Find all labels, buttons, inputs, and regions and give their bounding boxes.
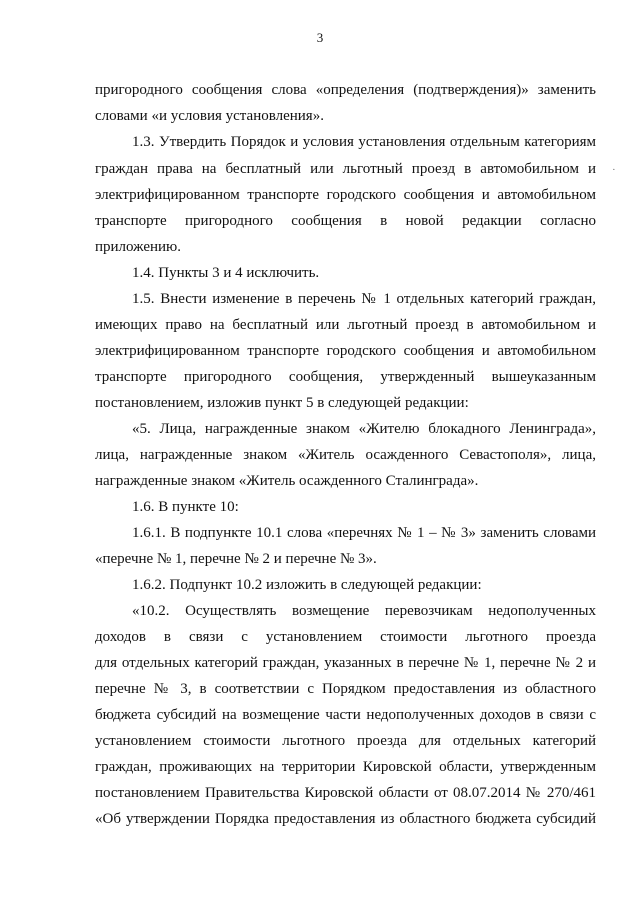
text-line: приложению. [95, 239, 182, 255]
text-line: перечне № 3, в соответствии с Порядком предоставления из областного [95, 681, 596, 697]
text-line: награжденные знаком «Житель осажденного Сталинграда». [95, 473, 479, 489]
text-line: имеющих право на бесплатный или льготный проезд в автомобильном и [95, 317, 596, 333]
scan-speck: · [612, 164, 616, 176]
paragraph-1-6-2: 1.6.2. Подпункт 10.2 изложить в следующей редакции: [132, 577, 482, 593]
quoted-item-10-2-start: «10.2. Осуществлять возмещение перевозчикам недополученных [132, 603, 596, 619]
quoted-item-5-start: «5. Лица, награжденные знаком «Жителю блокадного Ленинграда», [132, 421, 596, 437]
text-line: пригородного сообщения слова «определения (подтверждения)» заменить [95, 82, 596, 98]
text-line: граждан, проживающих на территории Кировской области, утвержденным [95, 759, 596, 775]
paragraph-1-5-start: 1.5. Внести изменение в перечень № 1 отдельных категорий граждан, [132, 291, 596, 307]
text-line: граждан права на бесплатный или льготный проезд в автомобильном и [95, 161, 596, 177]
paragraph-1-6: 1.6. В пункте 10: [132, 499, 239, 515]
text-line: транспорте пригородного сообщения в новой редакции согласно [95, 213, 596, 229]
paragraph-1-4: 1.4. Пункты 3 и 4 исключить. [132, 265, 320, 281]
text-line: электрифицированном транспорте городского сообщения и автомобильном [95, 187, 596, 203]
text-line: постановлением Правительства Кировской области от 08.07.2014 № 270/461 [95, 785, 596, 801]
text-line: транспорте пригородного сообщения, утвержденный вышеуказанным [95, 369, 596, 385]
text-line: установлением стоимости льготного проезда для отдельных категорий [95, 733, 596, 749]
page-number: 3 [316, 30, 324, 45]
text-line: «Об утверждении Порядка предоставления из областного бюджета субсидий [95, 811, 596, 827]
text-line: электрифицированном транспорте городского сообщения и автомобильном [95, 343, 596, 359]
paragraph-1-3-start: 1.3. Утвердить Порядок и условия установления отдельным категориям [132, 134, 596, 150]
text-line: постановлением, изложив пункт 5 в следующей редакции: [95, 395, 469, 411]
text-line: доходов в связи с установлением стоимости льготного проезда [95, 629, 596, 645]
text-line: «перечне № 1, перечне № 2 и перечне № 3». [95, 551, 377, 567]
text-line: для отдельных категорий граждан, указанных в перечне № 1, перечне № 2 и [95, 655, 596, 671]
text-line: лица, награжденные знаком «Житель осажденного Севастополя», лица, [95, 447, 596, 463]
text-line: бюджета субсидий на возмещение части недополученных доходов в связи с [95, 707, 596, 723]
text-line: словами «и условия установления». [95, 108, 324, 124]
paragraph-1-6-1-start: 1.6.1. В подпункте 10.1 слова «перечнях № 1 – № 3» заменить словами [132, 525, 596, 541]
